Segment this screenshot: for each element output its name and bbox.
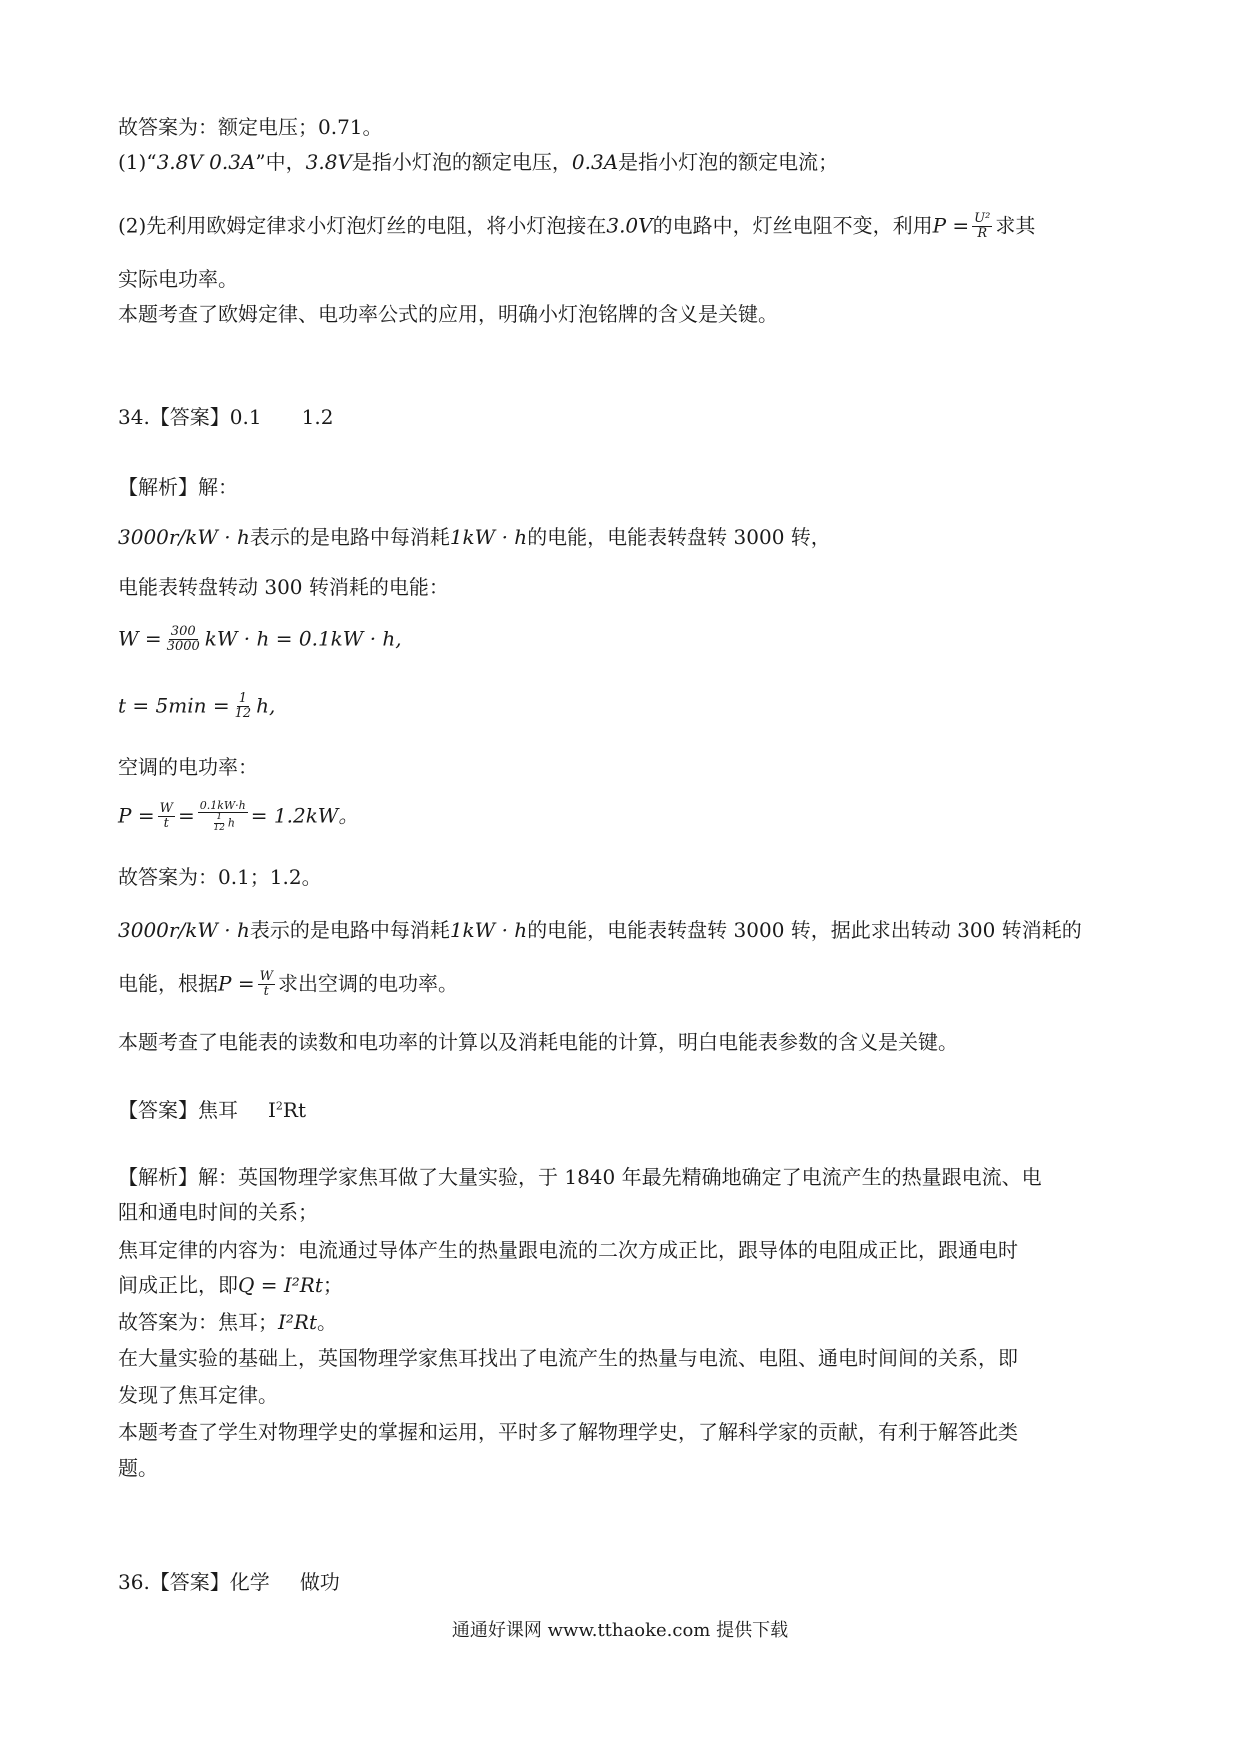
math: kW · h = 0.1kW · h, [204, 626, 402, 651]
text: ”中， [255, 150, 306, 174]
text-line [118, 970, 458, 1000]
text: I [268, 1098, 276, 1122]
math: 1kW · h [449, 525, 528, 549]
answer-line [118, 1570, 340, 1594]
answer-value: 做功 [299, 1570, 340, 1594]
equation [118, 625, 402, 655]
text: (1)“ [118, 150, 157, 174]
denominator: 12 [234, 706, 252, 722]
text-line: 在大量实验的基础上，英国物理学家焦耳找出了电流产生的热量与电流、电阻、通电时间间的关系，即 [118, 1346, 1018, 1370]
text-line [118, 525, 831, 549]
text: 的电路中，灯丝电阻不变，利用 [652, 213, 933, 238]
math: 3000r/kW · h [118, 525, 250, 549]
math: P = [118, 803, 155, 828]
math: 3000r/kW · h [118, 918, 250, 942]
math: 3.8V 0.3A [156, 150, 256, 174]
numerator: U² [974, 211, 991, 226]
text: 求出空调的电功率。 [277, 971, 458, 996]
numerator: 0.1kW·h [199, 799, 246, 812]
denominator: t [163, 816, 169, 832]
text: 电能，根据 [118, 971, 218, 996]
text: 故答案为：焦耳； [118, 1310, 278, 1334]
math: t = 5min = [118, 693, 230, 718]
text-line: 焦耳定律的内容为：电流通过导体产生的热量跟电流的二次方成正比，跟导体的电阻成正比，跟通电时 [118, 1238, 1018, 1262]
text-line: 实际电功率。 [118, 267, 238, 291]
text: ； [322, 1273, 343, 1297]
text: (2)先利用欧姆定律求小灯泡灯丝的电阻，将小灯泡接在 [118, 213, 607, 238]
fraction [258, 970, 275, 1000]
math: h, [256, 693, 276, 718]
math: = [177, 803, 195, 828]
math: Q = I²Rt [238, 1273, 323, 1297]
text: 求其 [995, 213, 1036, 238]
text-line: 故答案为：0.1；1.2。 [118, 865, 322, 889]
superscript: 2 [275, 1099, 283, 1113]
math: P = [218, 971, 255, 996]
math: = 1.2kW。 [250, 803, 359, 828]
denominator [208, 813, 237, 834]
text: 表示的是电路中每消耗 [249, 918, 450, 942]
numerator: W [259, 969, 273, 984]
answer-label: 34.【答案】0.1 [118, 405, 262, 429]
fraction [972, 212, 992, 242]
math: 0.3A [571, 150, 619, 174]
denominator: t [263, 984, 269, 1000]
text: 的电能，电能表转盘转 3000 转， [527, 525, 831, 549]
text: Rt [282, 1098, 307, 1122]
page-footer: 通通好课网 www.tthaoke.com 提供下载 [451, 1620, 789, 1641]
answer-line [118, 1098, 306, 1122]
math: W = [118, 626, 162, 651]
text: 是指小灯泡的额定电流； [618, 150, 839, 174]
text: 间成正比，即 [118, 1273, 238, 1297]
answer-value [268, 1098, 306, 1122]
fraction [233, 692, 254, 722]
text-line: 本题考查了电能表的读数和电功率的计算以及消耗电能的计算，明白电能表参数的含义是关键。 [118, 1030, 958, 1054]
text: 表示的是电路中每消耗 [249, 525, 450, 549]
text-line [118, 150, 838, 174]
text-line [118, 1273, 343, 1297]
numerator: 300 [170, 624, 196, 639]
numerator: W [159, 801, 173, 817]
text-line: 发现了焦耳定律。 [118, 1383, 278, 1407]
text-line: 本题考查了学生对物理学史的掌握和运用，平时多了解物理学史，了解科学家的贡献，有利于解答此类 [118, 1420, 1018, 1444]
text-line: 题。 [118, 1456, 158, 1480]
denominator: 12 [213, 822, 225, 833]
fraction [165, 625, 202, 655]
text-line [118, 1310, 337, 1334]
analysis-heading: 【解析】解： [118, 475, 238, 499]
math: 1kW · h [449, 918, 528, 942]
numerator: 1 [216, 812, 223, 823]
answer-line [118, 405, 333, 429]
math: I²Rt [278, 1310, 318, 1334]
math: 3.0V [606, 213, 653, 238]
answer-label: 36.【答案】化学 [118, 1570, 270, 1594]
text-line: 空调的电功率： [118, 755, 258, 779]
math: P = [932, 213, 970, 238]
answer-label: 【答案】焦耳 [118, 1098, 238, 1122]
text: 。 [317, 1310, 338, 1334]
text-line: 【解析】解：英国物理学家焦耳做了大量实验，于 1840 年最先精确地确定了电流产生的热量跟电流、电 [118, 1165, 1042, 1189]
numerator: 1 [238, 691, 247, 706]
text: 是指小灯泡的额定电压， [351, 150, 572, 174]
denominator: 3000 [166, 639, 200, 655]
denominator: R [977, 226, 988, 242]
text: 的电能，电能表转盘转 3000 转，据此求出转动 300 转消耗的 [527, 918, 1082, 942]
text-line [118, 918, 1082, 942]
text-line: 故答案为：额定电压；0.71。 [118, 115, 383, 139]
fraction [211, 813, 226, 834]
equation [118, 800, 358, 834]
answer-value: 1.2 [301, 405, 334, 429]
equation [118, 692, 275, 722]
fraction [158, 802, 175, 832]
fraction [198, 800, 248, 834]
text-line: 阻和通电时间的关系； [118, 1200, 318, 1224]
unit: h [227, 816, 236, 830]
text-line [118, 212, 1035, 242]
math: 3.8V [305, 150, 352, 174]
text-line: 本题考查了欧姆定律、电功率公式的应用，明确小灯泡铭牌的含义是关键。 [118, 302, 778, 326]
text-line: 电能表转盘转动 300 转消耗的电能： [118, 575, 449, 599]
